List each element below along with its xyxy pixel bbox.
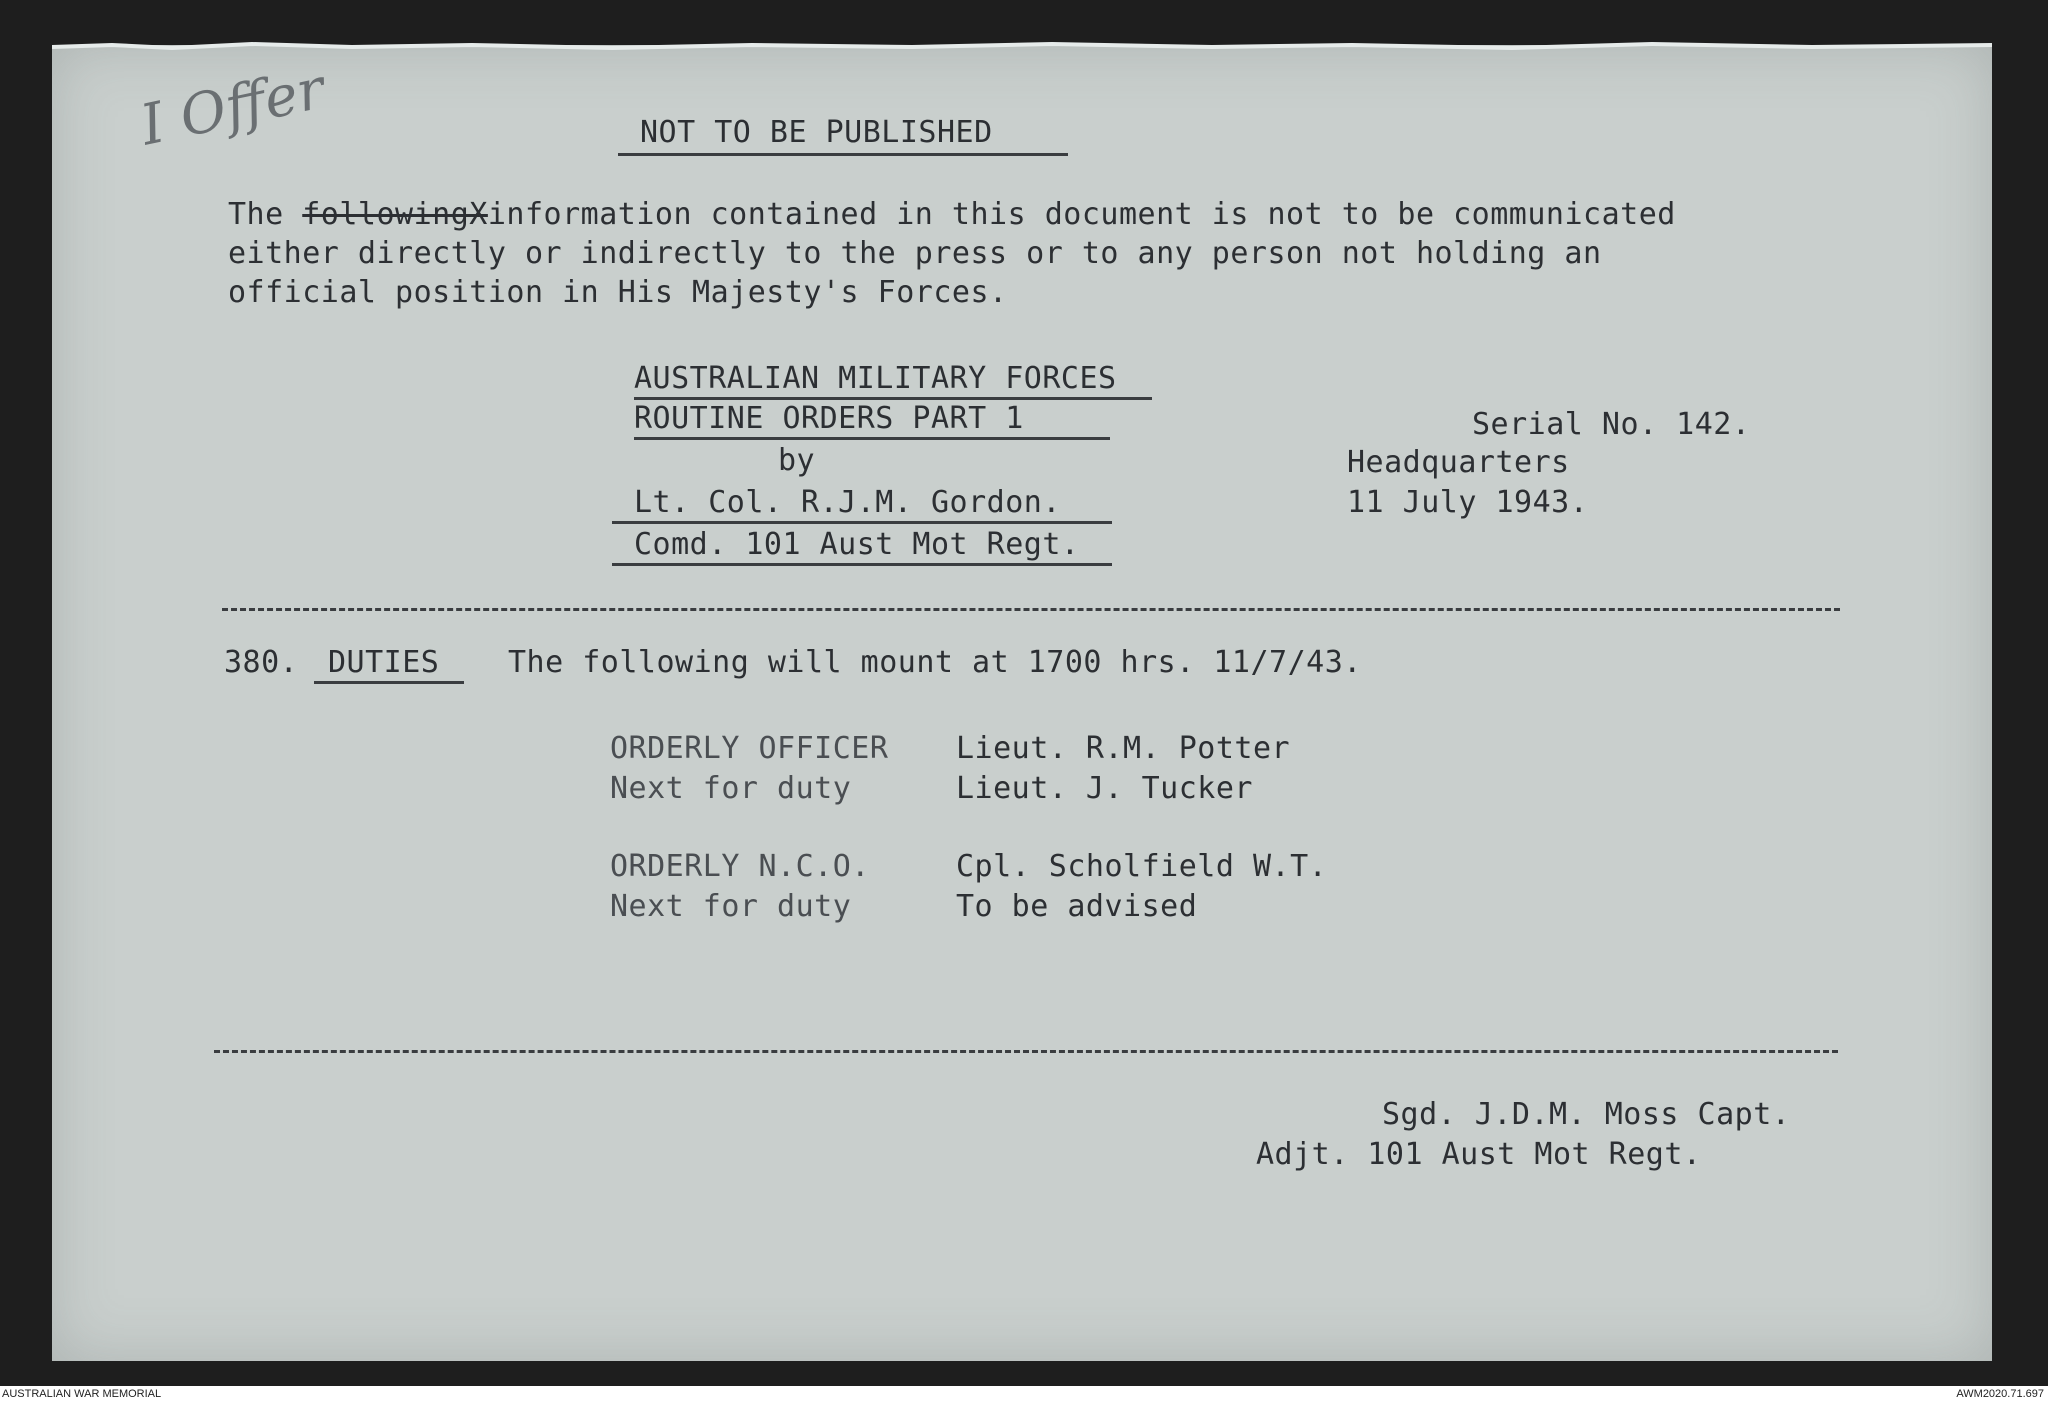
duties-text: The following will mount at 1700 hrs. 11/7/43. <box>508 645 1362 680</box>
duty-name: Lieut. R.M. Potter <box>956 731 1291 766</box>
torn-edge <box>52 39 1992 51</box>
order-title-underline <box>634 397 1152 400</box>
order-block-title: AUSTRALIAN MILITARY FORCES <box>634 361 1117 396</box>
duty-role: ORDERLY N.C.O. <box>610 849 870 884</box>
struck-word: followingX <box>302 197 488 232</box>
footer-left-credit: AUSTRALIAN WAR MEMORIAL <box>2 1388 162 1400</box>
section-divider-top <box>222 608 1840 611</box>
notice-line-1-start: The <box>228 197 303 232</box>
footer-right-id: AWM2020.71.697 <box>1956 1388 2044 1400</box>
order-block-by: by <box>778 443 816 478</box>
duty-role: Next for duty <box>610 889 852 924</box>
notice-line-1-end: information contained in this document is not to be communicated <box>487 197 1676 232</box>
duties-title: DUTIES <box>328 645 440 680</box>
notice-line-3: official position in His Majesty's Forces. <box>228 275 1008 310</box>
duties-number: 380. <box>224 645 299 680</box>
notice-line-1 <box>228 197 1676 232</box>
duty-name: To be advised <box>956 889 1198 924</box>
duty-role: Next for duty <box>610 771 852 806</box>
duties-title-underline <box>314 681 464 684</box>
notice-line-2: either directly or indirectly to the press or to any person not holding an <box>228 236 1602 271</box>
section-divider-bottom <box>214 1050 1838 1053</box>
signature-line-1: Sgd. J.D.M. Moss Capt. <box>1382 1097 1791 1132</box>
handwritten-annotation: I Offer <box>135 56 331 159</box>
order-block-subtitle: ROUTINE ORDERS PART 1 <box>634 401 1024 436</box>
serial-location: Headquarters <box>1347 445 1570 480</box>
serial-number: Serial No. 142. <box>1472 407 1751 442</box>
commander-name: Lt. Col. R.J.M. Gordon. <box>634 485 1061 520</box>
signature-line-2: Adjt. 101 Aust Mot Regt. <box>1256 1137 1702 1172</box>
order-subtitle-underline <box>634 437 1110 440</box>
heading-underline <box>618 153 1068 156</box>
commander-unit: Comd. 101 Aust Mot Regt. <box>634 527 1080 562</box>
duty-name: Cpl. Scholfield W.T. <box>956 849 1328 884</box>
document-heading: NOT TO BE PUBLISHED <box>640 115 993 150</box>
duty-role: ORDERLY OFFICER <box>610 731 889 766</box>
commander-underline <box>612 521 1112 524</box>
unit-underline <box>612 563 1112 566</box>
document-page <box>52 45 1992 1361</box>
duty-name: Lieut. J. Tucker <box>956 771 1253 806</box>
serial-date: 11 July 1943. <box>1347 485 1589 520</box>
